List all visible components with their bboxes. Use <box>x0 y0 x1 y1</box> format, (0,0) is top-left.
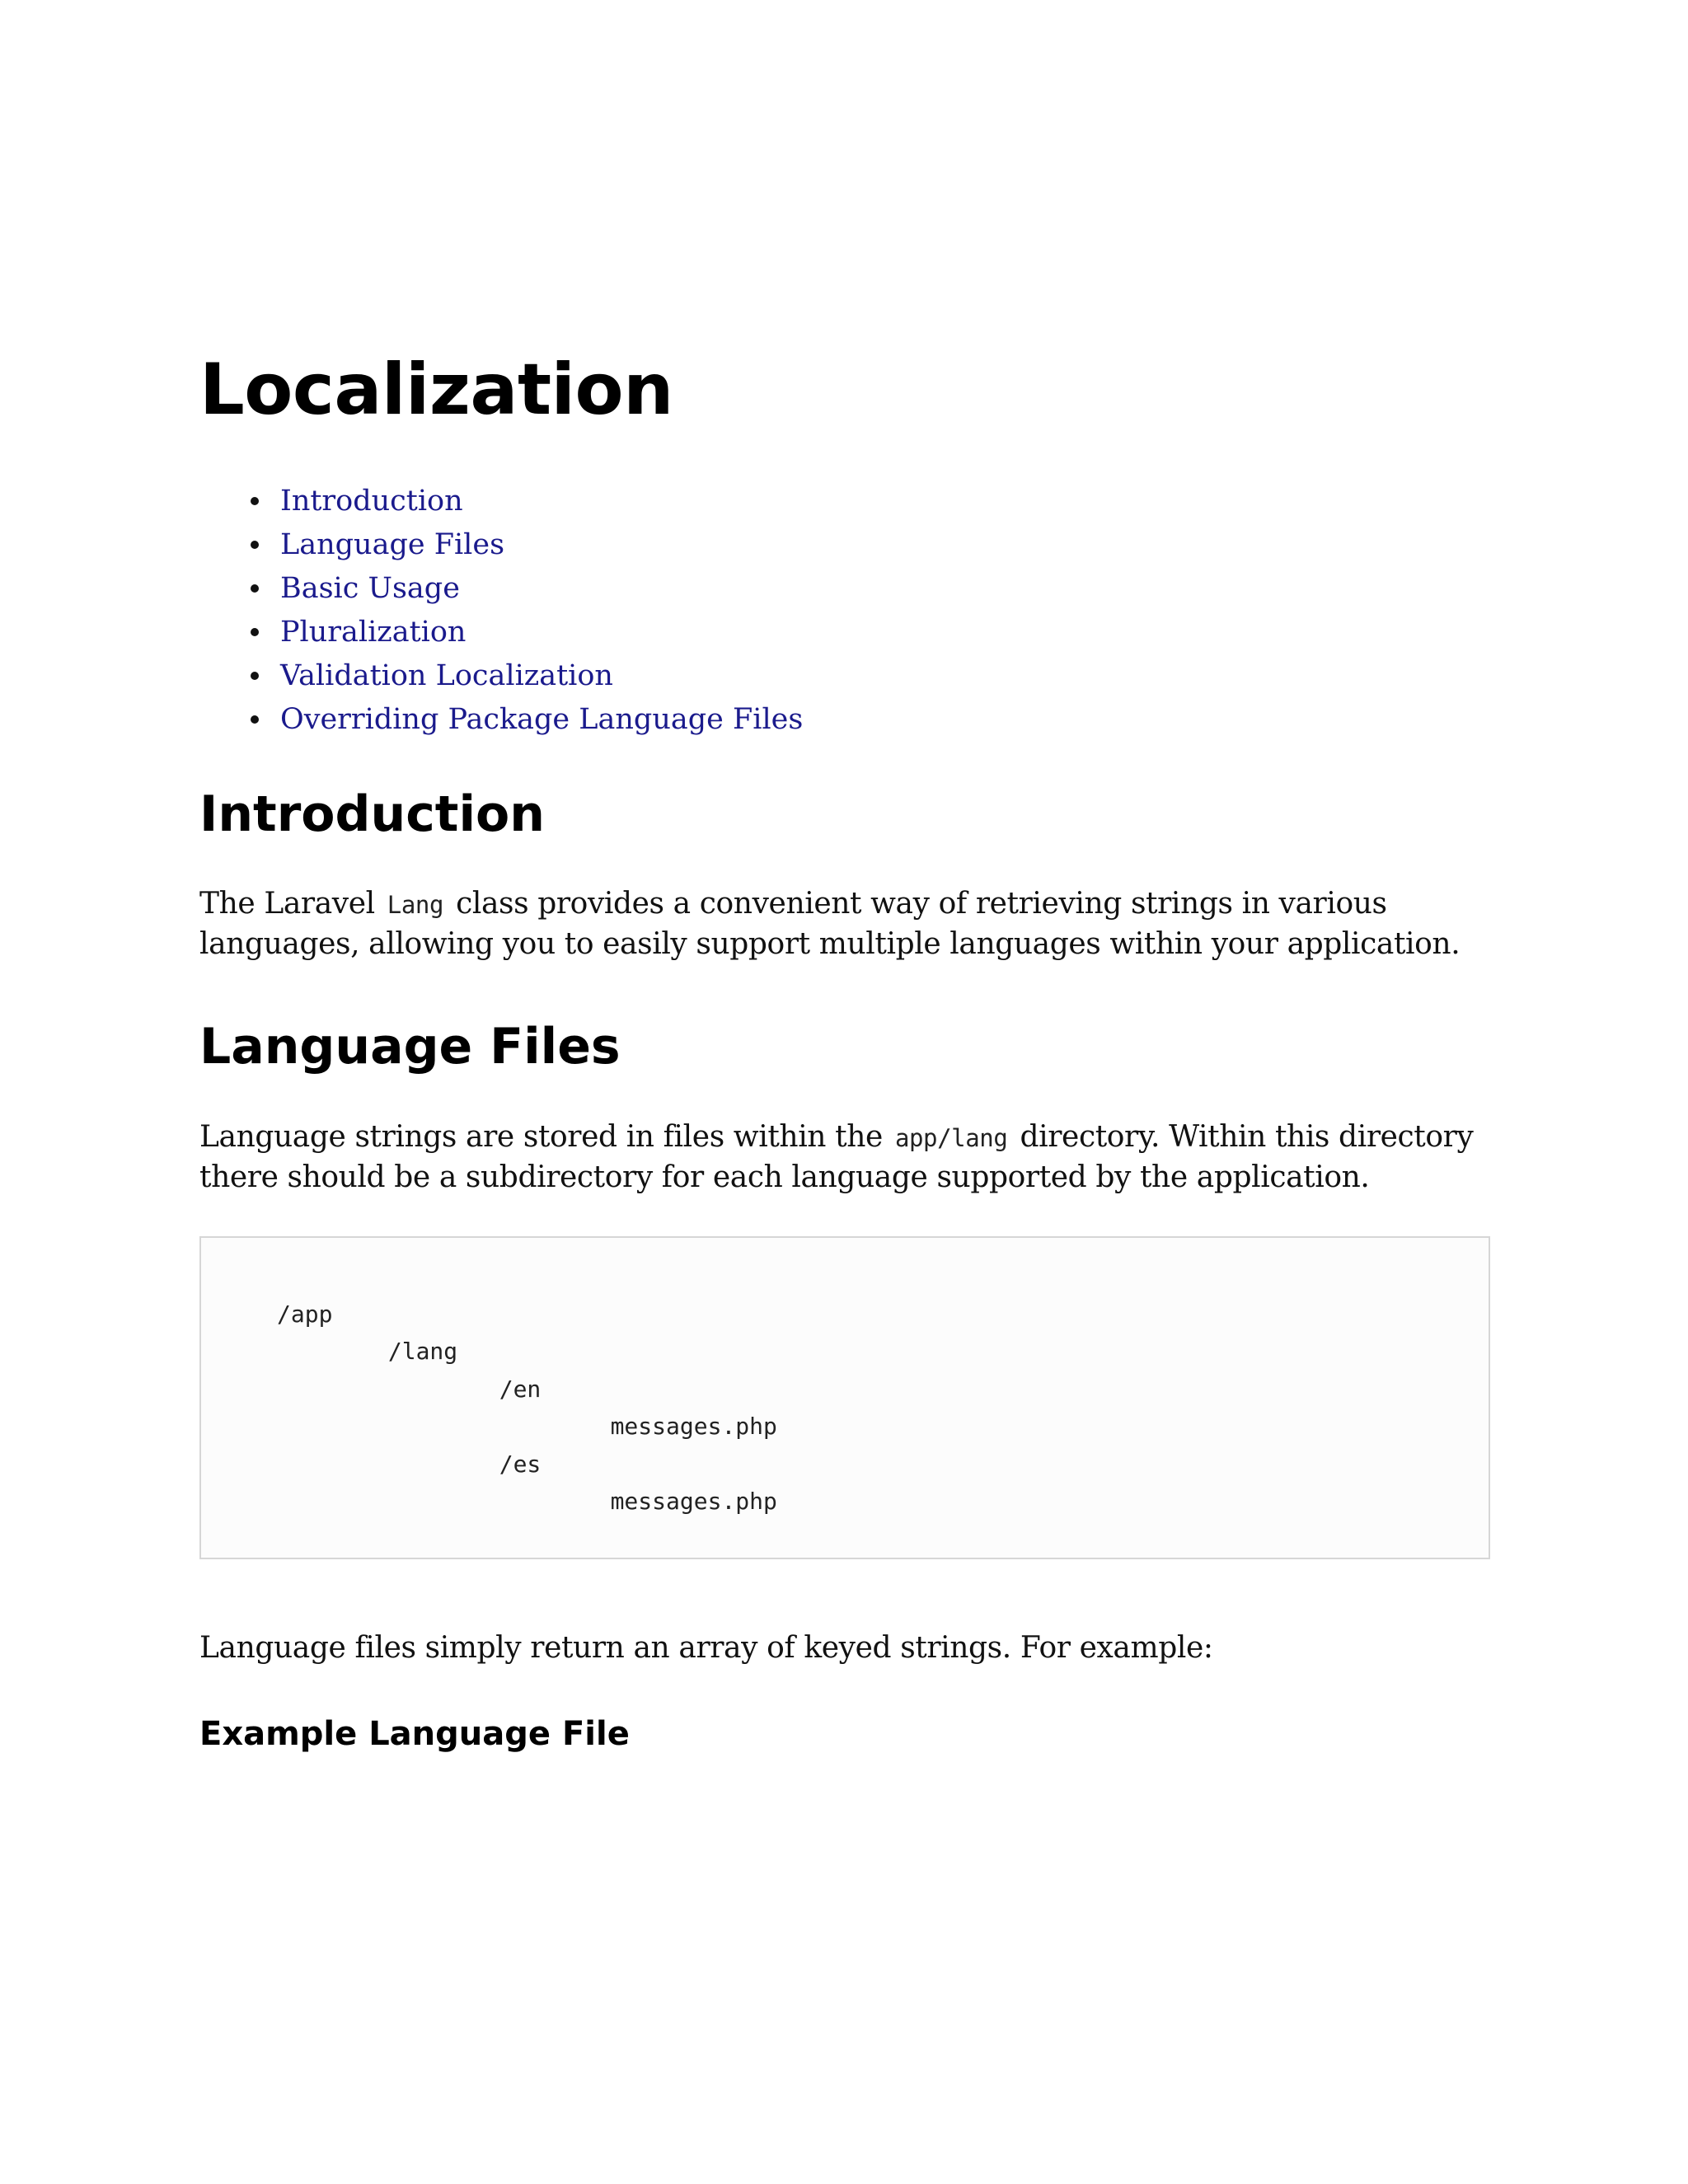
inline-code-app-lang: app/lang <box>894 1124 1008 1152</box>
code-line: /app <box>277 1301 333 1328</box>
bullet-icon <box>251 715 259 724</box>
toc-item <box>251 523 1490 567</box>
toc-link-validation-localization[interactable]: Validation Localization <box>280 659 613 692</box>
bullet-icon <box>251 497 259 505</box>
table-of-contents <box>251 480 1490 742</box>
toc-item <box>251 654 1490 698</box>
toc-link-basic-usage[interactable]: Basic Usage <box>280 572 460 605</box>
page-title: Localization <box>199 349 673 431</box>
document-page <box>199 330 1490 1753</box>
code-line: /en <box>277 1375 542 1403</box>
intro-paragraph <box>199 884 1490 964</box>
code-block-content <box>277 1296 777 1520</box>
code-line: messages.php <box>277 1487 777 1515</box>
toc-link-pluralization[interactable]: Pluralization <box>280 616 467 649</box>
language-files-example-intro: Language files simply return an array of keyed strings. For example: <box>199 1631 1213 1665</box>
intro-text-before: The Laravel <box>199 887 384 921</box>
subheading-example-language-file: Example Language File <box>199 1715 630 1753</box>
section-heading-language-files: Language Files <box>199 1018 621 1076</box>
code-line: messages.php <box>277 1413 777 1441</box>
language-files-paragraph <box>199 1118 1490 1197</box>
bullet-icon <box>251 541 259 549</box>
bullet-icon <box>251 628 259 636</box>
toc-item <box>251 611 1490 654</box>
language-files-text-after: directory. Within this directory there should be a subdirectory for each language supported by the application. <box>199 1120 1474 1194</box>
section-heading-introduction: Introduction <box>199 785 545 843</box>
toc-item <box>251 698 1490 742</box>
toc-item <box>251 480 1490 523</box>
bullet-icon <box>251 584 259 593</box>
directory-code-block <box>199 1236 1490 1559</box>
toc-link-language-files[interactable]: Language Files <box>280 528 505 561</box>
code-line: /es <box>277 1450 542 1478</box>
language-files-text-before: Language strings are stored in files within the <box>199 1120 892 1154</box>
toc-item <box>251 567 1490 611</box>
bullet-icon <box>251 672 259 680</box>
inline-code-lang: Lang <box>387 891 444 919</box>
code-line: /lang <box>277 1338 458 1366</box>
toc-link-overriding-package-language-files[interactable]: Overriding Package Language Files <box>280 703 804 736</box>
toc-link-introduction[interactable]: Introduction <box>280 485 463 518</box>
intro-text-after: class provides a convenient way of retrieving strings in various languages, allowing you to easily support multiple languages within your application. <box>199 887 1461 961</box>
